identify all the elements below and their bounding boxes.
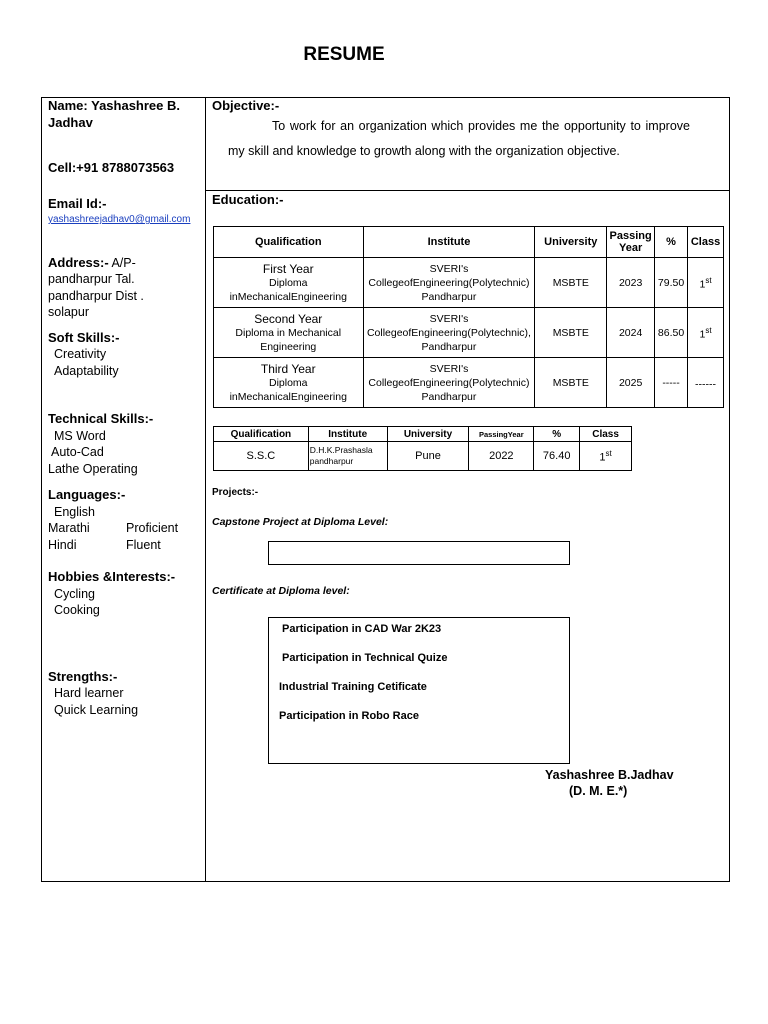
- university-cell: MSBTE: [535, 308, 607, 358]
- soft-skill-item: Creativity: [54, 347, 107, 361]
- year-label: First Year: [262, 261, 314, 276]
- projects-label: Projects:-: [212, 487, 259, 498]
- header-university: University: [535, 227, 607, 258]
- header-institute: Institute: [308, 427, 387, 442]
- header-qualification: Qualification: [214, 227, 364, 258]
- language-name: Hindi: [48, 537, 77, 552]
- column-divider: [205, 97, 206, 882]
- percent-cell: -----: [655, 358, 688, 408]
- language-item: [48, 537, 203, 554]
- language-name: Marathi: [48, 521, 90, 535]
- strength-item: Quick Learning: [54, 702, 139, 717]
- education-table: [213, 226, 724, 408]
- language-level: Proficient: [126, 521, 179, 535]
- passing-year-cell: 2024: [607, 308, 655, 358]
- year-label: Second Year: [254, 311, 323, 326]
- percent-cell: 76.40: [534, 442, 580, 471]
- qualification-cell: [214, 258, 364, 308]
- table-row: [214, 258, 724, 308]
- signature-degree: (D. M. E.*): [569, 784, 628, 798]
- header-passing-year: Passing Year: [607, 227, 655, 258]
- language-item: [48, 520, 203, 537]
- header-class: Class: [580, 427, 632, 442]
- email-link[interactable]: yashashreejadhav0@gmail.com: [48, 214, 191, 225]
- class-cell: [688, 308, 724, 358]
- strengths-label: Strengths:-: [48, 668, 118, 684]
- class-value: ------: [695, 378, 716, 391]
- objective-text: To work for an organization which provides me the opportunity to improve my skill and knowledge to growth along with the organization objective.: [228, 119, 690, 158]
- university-cell: MSBTE: [535, 258, 607, 308]
- address-line: A/P-: [108, 255, 136, 270]
- capstone-box: [268, 541, 570, 565]
- class-cell: [688, 358, 724, 408]
- cell-label: Cell:+91 8788073563: [48, 160, 175, 175]
- class-suffix: st: [705, 325, 712, 335]
- address-block: [48, 255, 203, 321]
- hobby-item: Cycling: [54, 586, 95, 601]
- header-institute: Institute: [363, 227, 535, 258]
- objective-label: Objective:-: [212, 98, 280, 113]
- hobby-item: Cooking: [54, 603, 100, 617]
- address-line: solapur: [48, 305, 89, 319]
- language-item: English: [54, 504, 95, 519]
- class-value: 1: [599, 451, 606, 464]
- qualification-cell: [214, 308, 364, 358]
- university-cell: MSBTE: [535, 358, 607, 408]
- certificate-label: Certificate at Diploma level:: [212, 585, 350, 597]
- languages-label: Languages:-: [48, 487, 126, 502]
- header-passing-year: PassingYear: [469, 427, 534, 442]
- objective-divider: [205, 190, 730, 191]
- header-percent: %: [655, 227, 688, 258]
- certificate-item: Participation in Technical Quize: [282, 652, 448, 664]
- ssc-table: [213, 426, 632, 471]
- signature-name: Yashashree B.Jadhav: [545, 768, 674, 782]
- qualification-cell: S.S.C: [214, 442, 309, 471]
- class-suffix: st: [605, 449, 612, 459]
- technical-skill-item: Auto-Cad: [51, 445, 104, 459]
- class-cell: [688, 258, 724, 308]
- hobbies-label: Hobbies &Interests:-: [48, 569, 176, 584]
- page-title: RESUME: [303, 44, 385, 65]
- technical-skill-item: Lathe Operating: [48, 461, 138, 476]
- course-label: Diploma in Mechanical Engineering: [235, 326, 342, 353]
- course-label: Diploma inMechanicalEngineering: [229, 276, 347, 303]
- address-line: pandharpur Tal.: [48, 272, 135, 286]
- class-value: 1: [699, 278, 706, 291]
- email-label: Email Id:-: [48, 195, 107, 211]
- capstone-label: Capstone Project at Diploma Level:: [212, 516, 389, 528]
- language-level: Fluent: [126, 537, 161, 552]
- name-label: Name: Yashashree B. Jadhav: [48, 98, 180, 130]
- soft-skill-item: Adaptability: [54, 363, 119, 378]
- table-row: [214, 442, 632, 471]
- table-header-row: [214, 227, 724, 258]
- table-row: [214, 308, 724, 358]
- institute-cell: SVERI's CollegeofEngineering(Polytechnic), Pandharpur: [363, 308, 535, 358]
- technical-skills-label: Technical Skills:-: [48, 411, 154, 426]
- institute-cell: SVERI's CollegeofEngineering(Polytechnic) Pandharpur: [363, 258, 535, 308]
- certificate-item: Participation in Robo Race: [279, 710, 419, 722]
- strength-item: Hard learner: [54, 686, 124, 700]
- personal-column: [48, 98, 203, 718]
- passing-year-cell: 2022: [469, 442, 534, 471]
- header-class: Class: [688, 227, 724, 258]
- class-cell: [580, 442, 632, 471]
- header-percent: %: [534, 427, 580, 442]
- university-cell: Pune: [387, 442, 469, 471]
- education-label: Education:-: [212, 192, 284, 207]
- institute-cell: D.H.K.Prashasla pandharpur: [308, 442, 387, 471]
- certificate-item: Participation in CAD War 2K23: [282, 623, 442, 635]
- passing-year-cell: 2025: [607, 358, 655, 408]
- certificate-item: Industrial Training Cetificate: [279, 681, 427, 693]
- soft-skills-label: Soft Skills:-: [48, 329, 120, 345]
- header-university: University: [387, 427, 469, 442]
- qualification-cell: [214, 358, 364, 408]
- passing-year-cell: 2023: [607, 258, 655, 308]
- percent-cell: 86.50: [655, 308, 688, 358]
- class-suffix: st: [705, 275, 712, 285]
- institute-cell: SVERI's CollegeofEngineering(Polytechnic) Pandharpur: [363, 358, 535, 408]
- year-label: Third Year: [260, 361, 316, 376]
- header-qualification: Qualification: [214, 427, 309, 442]
- table-row: [214, 358, 724, 408]
- technical-skill-item: MS Word: [54, 428, 106, 443]
- course-label: Diploma inMechanicalEngineering: [229, 376, 347, 403]
- class-value: 1: [699, 328, 706, 341]
- table-header-row: [214, 427, 632, 442]
- address-line: pandharpur Dist .: [48, 288, 144, 303]
- percent-cell: 79.50: [655, 258, 688, 308]
- address-label: Address:-: [48, 254, 109, 270]
